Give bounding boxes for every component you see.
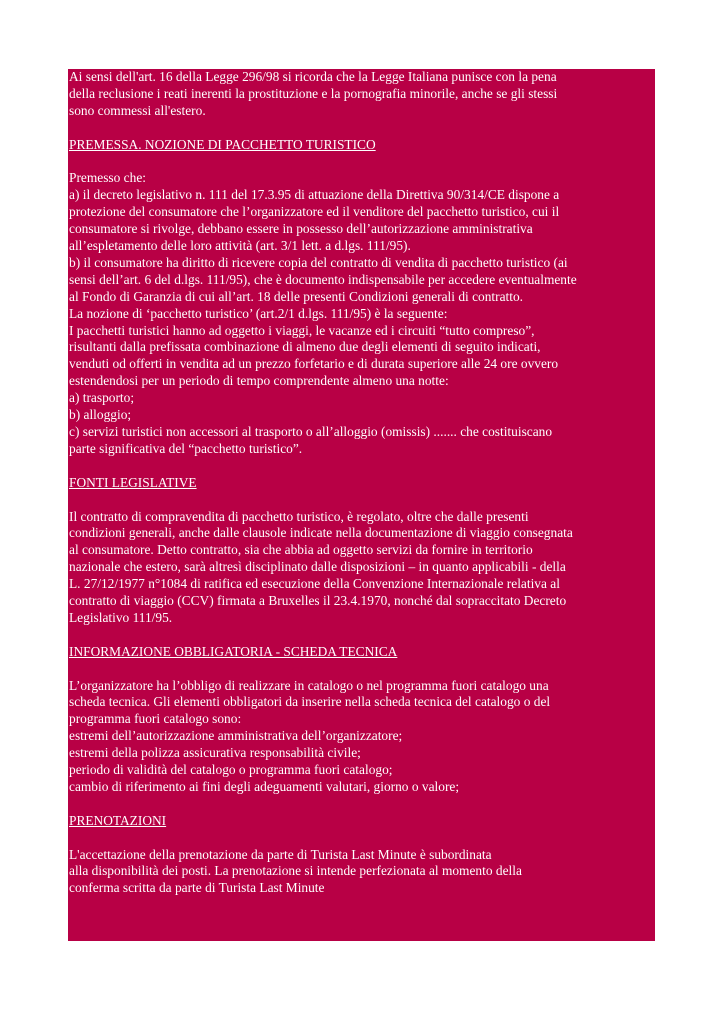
paragraph-line: L’organizzatore ha l’obbligo di realizzare in catalogo o nel programma fuori catalogo una	[69, 677, 549, 693]
document-panel	[68, 69, 655, 941]
paragraph-line: al Fondo di Garanzia di cui all’art. 18 delle presenti Condizioni generali di contratto.	[69, 288, 524, 304]
paragraph-line: nazionale che estero, sarà altresì disciplinato dalle disposizioni – in quanto applicabili - della	[69, 559, 566, 575]
intro-line: della reclusione i reati inerenti la prostituzione e la pornografia minorile, anche se gli stessi	[69, 85, 558, 101]
paragraph-line: protezione del consumatore che l’organizzatore ed il venditore del pacchetto turistico, cui il	[69, 204, 560, 220]
paragraph-line: consumatore si rivolge, debbano essere in possesso dell’autorizzazione amministrativa	[69, 221, 533, 237]
paragraph-line: venduti od offerti in vendita ad un prezzo forfetario e di durata superiore alle 24 ore ovvero	[69, 356, 559, 372]
paragraph-line: scheda tecnica. Gli elementi obbligatori da inserire nella scheda tecnica del catalogo o del	[69, 694, 551, 710]
section-heading-prenotazioni: PRENOTAZIONI	[69, 812, 167, 828]
paragraph-line: a) trasporto;	[69, 390, 135, 406]
section-heading-informazione: INFORMAZIONE OBBLIGATORIA - SCHEDA TECNICA	[69, 643, 398, 659]
intro-line: sono commessi all'estero.	[69, 102, 206, 118]
paragraph-line: b) alloggio;	[69, 407, 132, 423]
paragraph-line: b) il consumatore ha diritto di ricevere copia del contratto di vendita di pacchetto turistico (ai	[69, 254, 568, 270]
paragraph-line: sensi dell’art. 6 del d.lgs. 111/95), che è documento indispensabile per accedere eventualmente	[69, 271, 577, 287]
paragraph-line: risultanti dalla prefissata combinazione di almeno due degli elementi di seguito indicati,	[69, 339, 541, 355]
section-heading-fonti: FONTI LEGISLATIVE	[69, 474, 197, 490]
intro-line: Ai sensi dell'art. 16 della Legge 296/98 si ricorda che la Legge Italiana punisce con la pena	[69, 69, 557, 84]
paragraph-line: L. 27/12/1977 n°1084 di ratifica ed esecuzione della Convenzione Internazionale relativa al	[69, 576, 560, 592]
paragraph-line: programma fuori catalogo sono:	[69, 711, 242, 727]
section-heading-premessa: PREMESSA. NOZIONE DI PACCHETTO TURISTICO	[69, 136, 376, 152]
paragraph-line: estendendosi per un periodo di tempo comprendente almeno una notte:	[69, 373, 449, 389]
paragraph-line: a) il decreto legislativo n. 111 del 17.3.95 di attuazione della Direttiva 90/314/CE dispone a	[69, 187, 560, 203]
paragraph-line: periodo di validità del catalogo o programma fuori catalogo;	[69, 762, 393, 778]
paragraph-line: all’espletamento delle loro attività (art. 3/1 lett. a d.lgs. 111/95).	[69, 238, 411, 254]
paragraph-line: estremi della polizza assicurativa responsabilità civile;	[69, 745, 361, 761]
paragraph-line: L'accettazione della prenotazione da parte di Turista Last Minute è subordinata	[69, 846, 492, 862]
paragraph-line: I pacchetti turistici hanno ad oggetto i viaggi, le vacanze ed i circuiti “tutto compreso”,	[69, 322, 535, 338]
paragraph-line: cambio di riferimento ai fini degli adeguamenti valutari, giorno o valore;	[69, 778, 460, 794]
paragraph-line: alla disponibilità dei posti. La prenotazione si intende perfezionata al momento della	[69, 863, 522, 879]
paragraph-line: contratto di viaggio (CCV) firmata a Bruxelles il 23.4.1970, nonché dal sopraccitato Decreto	[69, 593, 567, 609]
paragraph-line: parte significativa del “pacchetto turistico”.	[69, 440, 303, 456]
paragraph-line: estremi dell’autorizzazione amministrativa dell’organizzatore;	[69, 728, 403, 744]
paragraph-line: conferma scritta da parte di Turista Last Minute	[69, 880, 325, 896]
paragraph-line: La nozione di ‘pacchetto turistico’ (art.2/1 d.lgs. 111/95) è la seguente:	[69, 305, 448, 321]
paragraph-line: Il contratto di compravendita di pacchetto turistico, è regolato, oltre che dalle presenti	[69, 508, 529, 524]
paragraph-line: al consumatore. Detto contratto, sia che abbia ad oggetto servizi da fornire in territorio	[69, 542, 533, 558]
paragraph-line: condizioni generali, anche dalle clausole indicate nella documentazione di viaggio consegnata	[69, 525, 573, 541]
paragraph-line: Premesso che:	[69, 170, 146, 186]
paragraph-line: Legislativo 111/95.	[69, 609, 173, 625]
paragraph-line: c) servizi turistici non accessori al trasporto o all’alloggio (omissis) ....... che costituiscano	[69, 424, 553, 439]
